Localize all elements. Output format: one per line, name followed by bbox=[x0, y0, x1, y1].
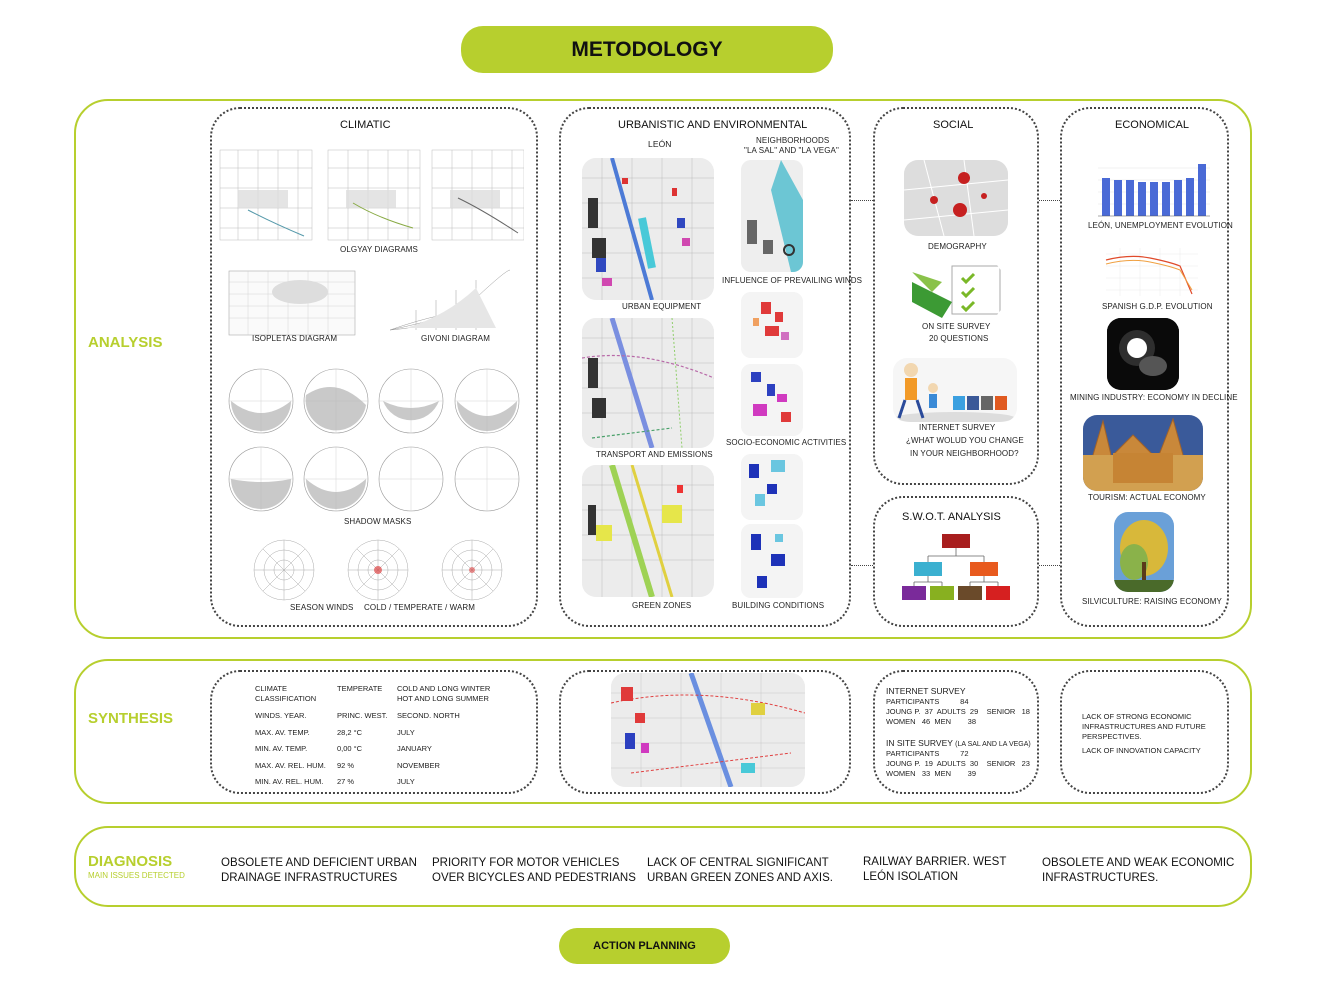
diagnosis-item-2 bbox=[432, 856, 636, 886]
shadow-masks-label: SHADOW MASKS bbox=[344, 517, 412, 526]
social-title: SOCIAL bbox=[933, 119, 974, 131]
climate-row-0-c: COLD AND LONG WINTER HOT AND LONG SUMMER bbox=[397, 684, 491, 703]
on-site-survey-questions: 20 QUESTIONS bbox=[929, 334, 989, 343]
title-pill bbox=[461, 26, 833, 73]
unemployment-label: LEÓN, UNEMPLOYMENT EVOLUTION bbox=[1088, 221, 1233, 230]
urban-equipment-label: URBAN EQUIPMENT bbox=[622, 302, 702, 311]
internet-ages: JOUNG P. 37 ADULTS 29 SENIOR 18 bbox=[886, 707, 1030, 716]
climatic-title: CLIMATIC bbox=[340, 119, 391, 131]
action-planning-button[interactable] bbox=[559, 928, 730, 964]
climate-row-3-b: 0,00 °C bbox=[337, 744, 363, 753]
econ-synthesis-line-2: INFRASTRUCTURES AND FUTURE bbox=[1082, 722, 1206, 731]
site-gender: WOMEN 33 MEN 39 bbox=[886, 769, 977, 778]
isopletas-diagram bbox=[228, 270, 356, 336]
gdp-chart bbox=[1100, 240, 1200, 300]
climate-row-1-c: SECOND. NORTH bbox=[397, 711, 460, 720]
site-ages: JOUNG P. 19 ADULTS 30 SENIOR 23 bbox=[886, 759, 1030, 768]
on-site-survey-label: ON SITE SURVEY bbox=[922, 322, 991, 331]
unemployment-chart bbox=[1090, 158, 1212, 220]
givoni-diagram bbox=[386, 268, 516, 334]
climate-row-2-a: MAX. AV. TEMP. bbox=[255, 728, 310, 737]
analysis-label: ANALYSIS bbox=[88, 334, 163, 351]
tourism-image bbox=[1083, 415, 1203, 491]
econ-synthesis-line-4: LACK OF INNOVATION CAPACITY bbox=[1082, 746, 1201, 755]
demography-map bbox=[904, 160, 1008, 236]
transport-emissions-map bbox=[582, 318, 714, 448]
diagnosis-item-1 bbox=[221, 856, 417, 886]
season-winds-label: SEASON WINDS bbox=[290, 603, 354, 612]
shadow-masks bbox=[225, 365, 525, 517]
action-planning-label: ACTION PLANNING bbox=[593, 940, 696, 952]
economical-title: ECONOMICAL bbox=[1115, 119, 1189, 131]
diagnosis-item-3-line-1: LACK OF CENTRAL SIGNIFICANT bbox=[647, 857, 829, 869]
building-conditions-label: BUILDING CONDITIONS bbox=[732, 601, 825, 610]
urban-equipment-map bbox=[582, 158, 714, 300]
leon-label: LEÓN bbox=[648, 139, 672, 149]
givoni-label: GIVONI DIAGRAM bbox=[421, 334, 490, 343]
season-winds-roses bbox=[250, 538, 510, 604]
neighborhoods-label-1: NEIGHBORHOODS bbox=[756, 136, 830, 145]
demography-label: DEMOGRAPHY bbox=[928, 242, 987, 251]
socio-economic-label: SOCIO-ECONOMIC ACTIVITIES bbox=[726, 438, 847, 447]
site-survey-title bbox=[886, 738, 1031, 748]
diagnosis-sublabel: MAIN ISSUES DETECTED bbox=[88, 871, 185, 880]
climate-row-0-a: CLIMATE CLASSIFICATION bbox=[255, 684, 317, 703]
synthesis-map bbox=[611, 673, 805, 787]
internet-participants: PARTICIPANTS 84 bbox=[886, 697, 969, 706]
neighborhoods-label-2: "LA SAL" AND "LA VEGA" bbox=[744, 146, 839, 155]
climate-row-3-a: MIN. AV. TEMP. bbox=[255, 744, 308, 753]
diagnosis-item-5-line-2: INFRASTRUCTURES. bbox=[1042, 872, 1159, 884]
green-zones-label: GREEN ZONES bbox=[632, 601, 692, 610]
building-conditions-map-2 bbox=[741, 524, 803, 598]
swot-tree-diagram bbox=[900, 532, 1012, 602]
climate-row-4-a: MAX. AV. REL. HUM. bbox=[255, 761, 326, 770]
internet-gender: WOMEN 46 MEN 38 bbox=[886, 717, 977, 726]
swot-title: S.W.O.T. ANALYSIS bbox=[902, 511, 1001, 523]
building-conditions-map-1 bbox=[741, 454, 803, 520]
silviculture-image bbox=[1114, 512, 1174, 592]
climate-row-4-b: 92 % bbox=[337, 761, 355, 770]
site-survey-title-main: IN SITE SURVEY bbox=[886, 738, 953, 748]
socio-economic-map-2 bbox=[741, 364, 803, 436]
econ-synthesis-line-1: LACK OF STRONG ECONOMIC bbox=[1082, 712, 1192, 721]
internet-survey-label: INTERNET SURVEY bbox=[919, 423, 996, 432]
diagnosis-item-3-line-2: URBAN GREEN ZONES AND AXIS. bbox=[647, 872, 833, 884]
diagnosis-item-5-line-1: OBSOLETE AND WEAK ECONOMIC bbox=[1042, 857, 1235, 869]
prevailing-winds-map bbox=[741, 160, 803, 272]
internet-survey-question-1: ¿WHAT WOLUD YOU CHANGE bbox=[906, 436, 1024, 445]
climate-row-4-c: NOVEMBER bbox=[397, 761, 440, 770]
diagnosis-label: DIAGNOSIS bbox=[88, 853, 173, 870]
climate-row-5-c: JULY bbox=[397, 777, 415, 786]
diagnosis-item-2-line-2: OVER BICYCLES AND PEDESTRIANS bbox=[432, 872, 636, 884]
gdp-label: SPANISH G.D.P. EVOLUTION bbox=[1102, 302, 1213, 311]
transport-label: TRANSPORT AND EMISSIONS bbox=[596, 450, 713, 459]
urbanistic-title: URBANISTIC AND ENVIRONMENTAL bbox=[618, 119, 808, 131]
climate-row-0-b: TEMPERATE bbox=[337, 684, 383, 693]
connector-urban-swot bbox=[851, 565, 873, 566]
green-zones-map bbox=[582, 465, 714, 597]
climate-row-5-a: MIN. AV. REL. HUM. bbox=[255, 777, 324, 786]
on-site-survey-image bbox=[912, 262, 1002, 318]
mining-industry-label: MINING INDUSTRY: ECONOMY IN DECLINE bbox=[1070, 393, 1238, 402]
connector-urban-social bbox=[851, 200, 873, 201]
connector-swot-econ bbox=[1039, 565, 1060, 566]
climate-row-1-a: WINDS. YEAR. bbox=[255, 711, 307, 720]
internet-survey-title: INTERNET SURVEY bbox=[886, 686, 966, 696]
climate-row-1-b: PRINC. WEST. bbox=[337, 711, 388, 720]
mining-industry-image bbox=[1107, 318, 1179, 390]
page-title: METODOLOGY bbox=[571, 37, 723, 61]
silviculture-label: SILVICULTURE: RAISING ECONOMY bbox=[1082, 597, 1222, 606]
site-survey-title-sub: (LA SAL AND LA VEGA) bbox=[955, 741, 1031, 748]
diagnosis-item-1-line-2: DRAINAGE INFRASTRUCTURES bbox=[221, 872, 398, 884]
cold-warm-label: COLD / TEMPERATE / WARM bbox=[364, 603, 476, 612]
diagnosis-item-4-line-2: LEÓN ISOLATION bbox=[863, 871, 959, 883]
connector-social-econ bbox=[1039, 200, 1060, 201]
climate-row-3-c: JANUARY bbox=[397, 744, 432, 753]
diagnosis-item-4-line-1: RAILWAY BARRIER. WEST bbox=[863, 856, 1007, 868]
site-participants: PARTICIPANTS 72 bbox=[886, 749, 969, 758]
diagnosis-item-1-line-1: OBSOLETE AND DEFICIENT URBAN bbox=[221, 857, 417, 869]
olgyay-label: OLGYAY DIAGRAMS bbox=[340, 245, 418, 254]
econ-synthesis-line-3: PERSPECTIVES. bbox=[1082, 732, 1142, 741]
climate-row-2-c: JULY bbox=[397, 728, 415, 737]
prevailing-winds-label: INFLUENCE OF PREVAILING WINDS bbox=[722, 276, 863, 285]
diagnosis-item-4 bbox=[863, 855, 1006, 885]
internet-survey-image bbox=[893, 358, 1017, 422]
diagnosis-item-3 bbox=[647, 856, 833, 886]
diagnosis-item-5 bbox=[1042, 856, 1234, 886]
isopletas-label: ISOPLETAS DIAGRAM bbox=[252, 334, 338, 343]
climate-row-5-b: 27 % bbox=[337, 777, 355, 786]
synthesis-label: SYNTHESIS bbox=[88, 710, 174, 727]
diagnosis-item-2-line-1: PRIORITY FOR MOTOR VEHICLES bbox=[432, 857, 620, 869]
socio-economic-map-1 bbox=[741, 292, 803, 358]
climate-row-2-b: 28,2 °C bbox=[337, 728, 363, 737]
olgyay-diagrams bbox=[218, 148, 524, 248]
internet-survey-question-2: IN YOUR NEIGHBORHOOD? bbox=[910, 449, 1019, 458]
tourism-label: TOURISM: ACTUAL ECONOMY bbox=[1088, 493, 1206, 502]
